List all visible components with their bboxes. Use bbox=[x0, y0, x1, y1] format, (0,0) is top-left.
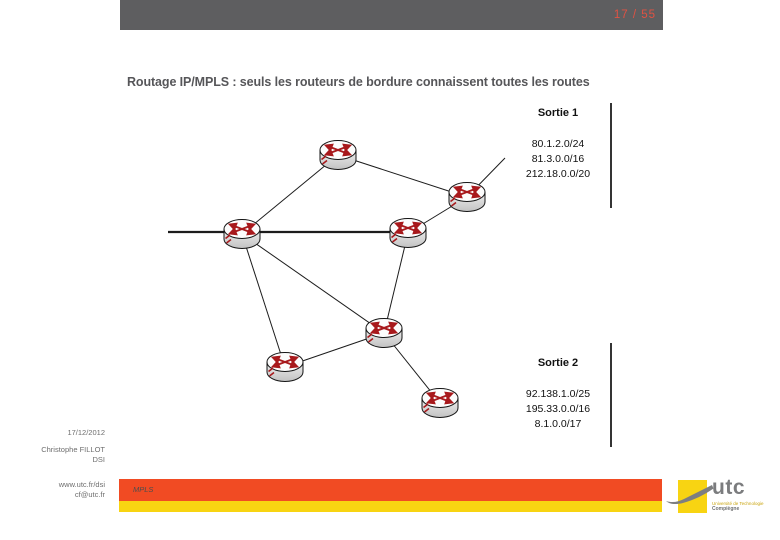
footer-author-dept: DSI bbox=[92, 454, 105, 464]
router-icon bbox=[320, 141, 356, 170]
slide-title: Routage IP/MPLS : seuls les routeurs de bordure connaissent toutes les routes bbox=[127, 75, 590, 89]
footer-author-name: Christophe FILLOT bbox=[41, 445, 105, 454]
exit-sortie2-route: 8.1.0.0/17 bbox=[534, 418, 582, 430]
exit-sortie1-route: 212.18.0.0/20 bbox=[525, 168, 591, 180]
utc-logo-name-line1: Université de Technologie bbox=[712, 501, 764, 506]
network-routers-layer bbox=[224, 141, 485, 418]
router-icon bbox=[267, 353, 303, 382]
router-icon bbox=[449, 183, 485, 212]
exit-sortie2 bbox=[506, 357, 610, 432]
network-link bbox=[384, 233, 408, 333]
utc-swoosh-icon bbox=[666, 484, 714, 506]
utc-logo-name-line2: Compiègne bbox=[712, 506, 740, 512]
footer-topic-label: MPLS bbox=[133, 485, 154, 494]
network-link bbox=[338, 155, 467, 197]
header-bar bbox=[120, 0, 663, 30]
router-icon bbox=[422, 389, 458, 418]
exit-sortie1-route: 80.1.2.0/24 bbox=[531, 138, 585, 150]
exit-sortie1-label: Sortie 1 bbox=[537, 107, 579, 119]
exit-sortie1 bbox=[506, 107, 610, 182]
footer-yellow-bar bbox=[119, 501, 662, 512]
exit-sortie2-label: Sortie 2 bbox=[537, 357, 579, 369]
footer-date: 17/12/2012 bbox=[67, 428, 105, 437]
footer-author bbox=[0, 445, 105, 464]
router-icon bbox=[366, 319, 402, 348]
network-link bbox=[242, 234, 384, 333]
footer-contact bbox=[0, 480, 105, 499]
footer-website: www.utc.fr/dsi bbox=[58, 480, 105, 489]
utc-logo-acronym: utc bbox=[712, 476, 745, 499]
router-icon bbox=[224, 220, 260, 249]
page-number: 17 / 55 bbox=[613, 9, 656, 21]
exit-sortie1-route: 81.3.0.0/16 bbox=[531, 153, 585, 165]
router-icon bbox=[390, 219, 426, 248]
network-link bbox=[242, 155, 338, 234]
exit-sortie2-route: 92.138.1.0/25 bbox=[525, 388, 591, 400]
footer-email: cf@utc.fr bbox=[74, 489, 105, 499]
footer-orange-bar bbox=[119, 479, 662, 501]
network-link bbox=[242, 234, 285, 367]
exit-sortie2-route: 195.33.0.0/16 bbox=[525, 403, 591, 415]
